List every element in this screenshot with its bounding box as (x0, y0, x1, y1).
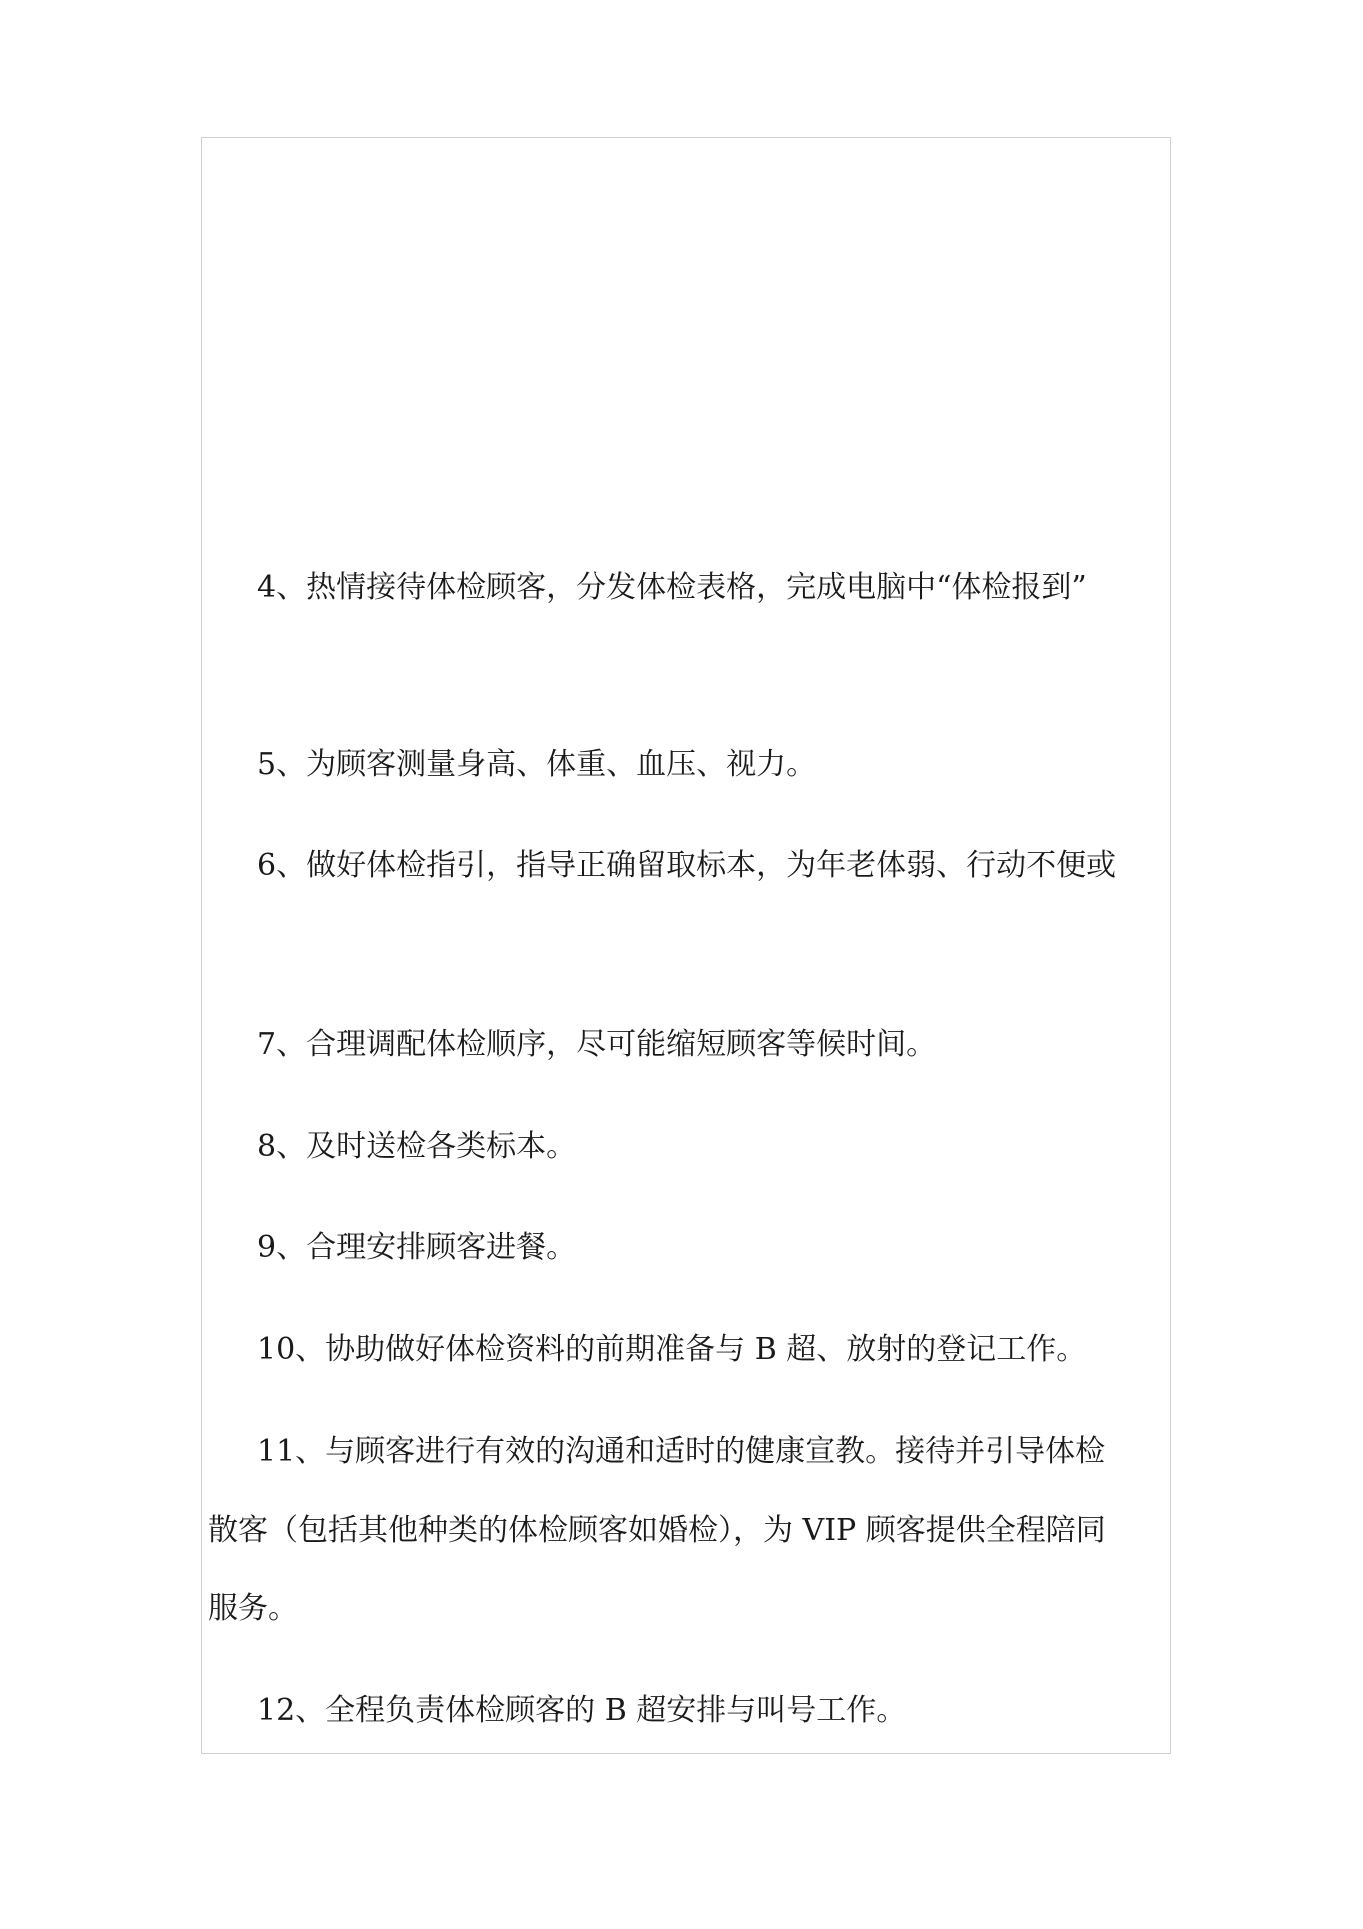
list-item-5: 5、为顾客测量身高、体重、血压、视力。 (257, 747, 817, 782)
list-item-4: 4、热情接待体检顾客，分发体检表格，完成电脑中“体检报到” (257, 570, 1087, 605)
list-item-7: 7、合理调配体检顺序，尽可能缩短顾客等候时间。 (257, 1027, 937, 1062)
list-item-6: 6、做好体检指引，指导正确留取标本，为年老体弱、行动不便或 (257, 848, 1117, 883)
list-item-11-line-3: 服务。 (208, 1591, 298, 1626)
list-item-9: 9、合理安排顾客进餐。 (257, 1230, 577, 1265)
list-item-12: 12、全程负责体检顾客的 B 超安排与叫号工作。 (257, 1693, 907, 1728)
page-frame (201, 137, 1171, 1754)
list-item-11-line-2: 散客（包括其他种类的体检顾客如婚检），为 VIP 顾客提供全程陪同 (208, 1513, 1106, 1548)
list-item-8: 8、及时送检各类标本。 (257, 1129, 577, 1164)
list-item-10: 10、协助做好体检资料的前期准备与 B 超、放射的登记工作。 (257, 1332, 1087, 1367)
list-item-11-line-1: 11、与顾客进行有效的沟通和适时的健康宣教。接待并引导体检 (257, 1434, 1106, 1469)
